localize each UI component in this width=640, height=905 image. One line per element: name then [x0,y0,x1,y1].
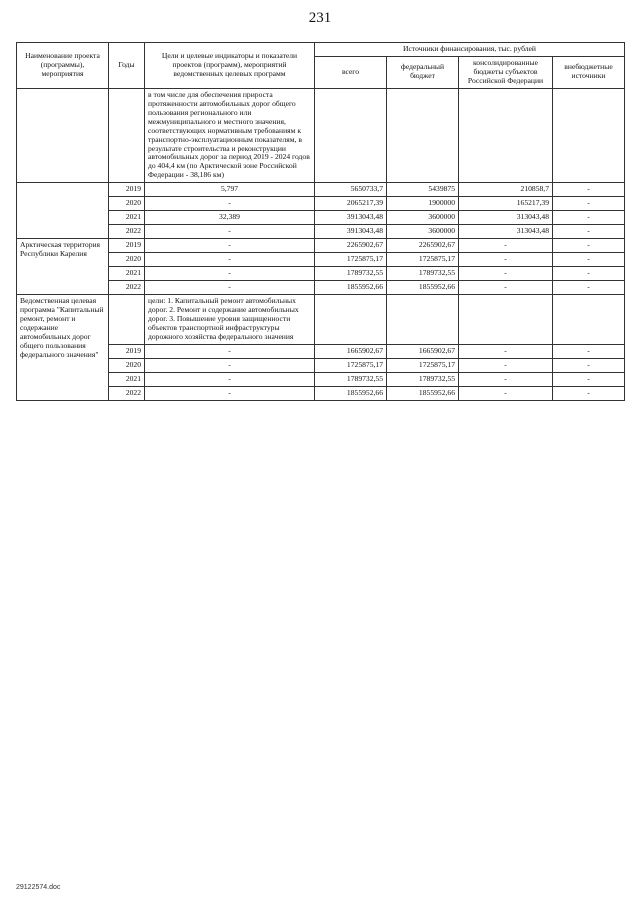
goal-text: цели: 1. Капитальный ремонт автомобильных дорог. 2. Ремонт и содержание автомобильных дорог. 3. Повышение уровня защищенности объектов транспортной инфраструктуры дорожного хозяйства федерального значения [145,294,315,344]
table-row: 2020 - 1725875,17 1725875,17 - - [17,253,625,267]
header-regional: консолидированные бюджеты субъектов Российской Федерации [459,56,553,88]
header-total: всего [315,56,387,88]
table-row: 2022 - 3913043,48 3600000 313043,48 - [17,225,625,239]
document-code: 29122574.doc [16,884,61,891]
table-row: Арктическая территория Республики Карелия 2019 - 2265902,67 2265902,67 - - [17,239,625,253]
table-row: 2020 - 2065217,39 1900000 165217,39 - [17,197,625,211]
table-row: 2019 5,797 5650733,7 5439875 210858,7 - [17,183,625,197]
header-federal: федеральный бюджет [387,56,459,88]
header-sources: Источники финансирования, тыс. рублей [315,43,625,57]
project-name: Арктическая территория Республики Карелия [17,239,109,295]
table-row: 2021 32,389 3913043,48 3600000 313043,48 - [17,211,625,225]
table-row: 2019 - 1665902,67 1665902,67 - - [17,344,625,358]
header-extra: внебюджетные источники [553,56,625,88]
table-row: 2022 - 1855952,66 1855952,66 - - [17,281,625,295]
table-header [17,43,625,89]
table-row: 2022 - 1855952,66 1855952,66 - - [17,386,625,400]
project-name: Ведомственная целевая программа "Капитальный ремонт, ремонт и содержание автомобильных дорог общего пользования федерального значения" [17,294,109,400]
header-name: Наименование проекта (программы), мероприятия [17,43,109,89]
header-years: Годы [109,43,145,89]
header-goals: Цели и целевые индикаторы и показатели проектов (программ), мероприятий ведомственных целевых программ [145,43,315,89]
table-row [17,88,625,183]
table-row: 2020 - 1725875,17 1725875,17 - - [17,358,625,372]
table-row: 2021 - 1789732,55 1789732,55 - - [17,267,625,281]
goal-text: в том числе для обеспечения прироста протяженности автомобильных дорог общего пользования регионального или межмуниципального и местного значения, соответствующих нормативным требованиям к транспортно-эксплуатационным показателям, в результате строительства и реконструкции автомобильных дорог за период 2019 - 2024 годов до 404,4 км (по Арктической зоне Российской Федерации - 38,186 км) [145,88,315,183]
table-row [17,294,625,344]
page-number: 231 [308,10,332,26]
table-row: 2021 - 1789732,55 1789732,55 - - [17,372,625,386]
financing-table [16,42,625,401]
